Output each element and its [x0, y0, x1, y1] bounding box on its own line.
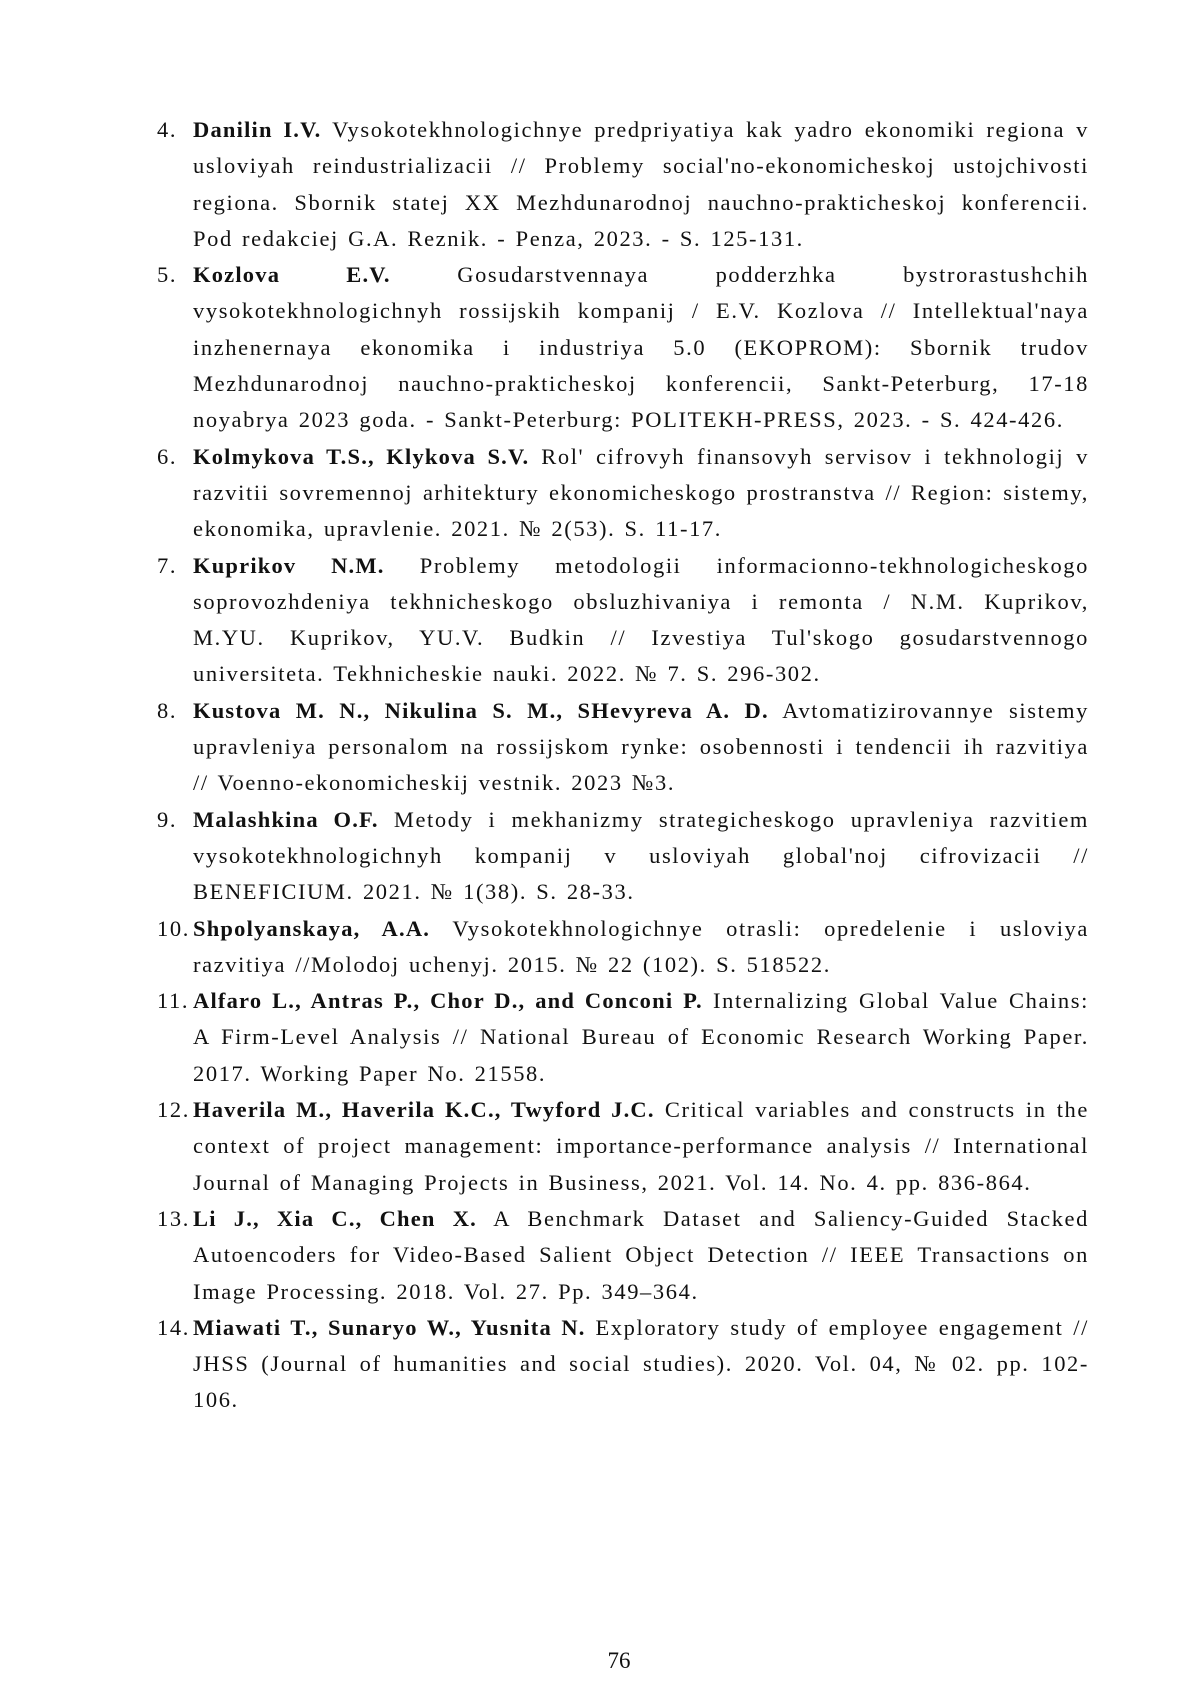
reference-authors: Kustova M. N., Nikulina S. M., SHevyreva A. D.	[193, 697, 769, 723]
reference-authors: Li J., Xia C., Chen X.	[193, 1205, 477, 1231]
reference-number: 10.	[157, 915, 190, 941]
reference-text: Exploratory study of employee engagement // JHSS (Journal of humanities and social studies). 2020. Vol. 04, № 02. pp. 102-106.	[193, 1314, 1089, 1413]
reference-number: 6.	[157, 443, 178, 469]
reference-number: 5.	[157, 262, 178, 288]
reference-authors: Miawati T., Sunaryo W., Yusnita N.	[193, 1314, 586, 1340]
reference-number: 4.	[157, 117, 178, 142]
reference-authors: Alfaro L., Antras P., Chor D., and Conconi P.	[193, 988, 703, 1014]
reference-item	[157, 911, 1089, 984]
reference-text: Vysokotekhnologichnye predpriyatiya kak yadro ekonomiki regiona v usloviyah reindustrializacii // Problemy social'no-ekonomicheskoj ustojchivosti regiona. Sbornik statej XX Mezhdunarodnoj nauchno-prakticheskoj konferencii. Pod redakciej G.A. Reznik. - Penza, 2023. - S. 125-131.	[193, 117, 1089, 251]
reference-number: 11.	[157, 988, 190, 1014]
reference-authors: Kozlova E.V.	[193, 262, 391, 288]
reference-number: 8.	[157, 697, 178, 723]
reference-item	[157, 1092, 1089, 1201]
reference-number: 13.	[157, 1205, 190, 1231]
reference-item	[157, 693, 1089, 802]
reference-authors: Danilin I.V.	[193, 117, 322, 142]
reference-item	[157, 983, 1089, 1092]
reference-text: Metody i mekhanizmy strategicheskogo upravleniya razvitiem vysokotekhnologichnyh kompanij v usloviyah global'noj cifrovizacii // BENEFICIUM. 2021. № 1(38). S. 28-33.	[193, 806, 1090, 905]
reference-authors: Shpolyanskaya, A.A.	[193, 915, 431, 941]
reference-text: Gosudarstvennaya podderzhka bystrorastushchih vysokotekhnologichnyh rossijskih kompanij / E.V. Kozlova // Intellektual'naya inzhenernaya ekonomika i industriya 5.0 (EKOPROM): Sbornik trudov Mezhdunarodnoj nauchno-prakticheskoj konferencii, Sankt-Peterburg, 17-18 noyabrya 2023 goda. - Sankt-Peterburg: POLITEKH-PRESS, 2023. - S. 424-426.	[193, 262, 1089, 433]
reference-text: Vysokotekhnologichnye otrasli: opredelenie i usloviya razvitiya //Molodoj uchenyj. 2015. № 22 (102). S. 518522.	[193, 915, 1089, 977]
reference-item	[157, 257, 1089, 438]
reference-item	[157, 112, 1089, 257]
reference-list	[157, 112, 1089, 1419]
reference-text: Problemy metodologii informacionno-tekhnologicheskogo soprovozhdeniya tekhnicheskogo obsluzhivaniya i remonta / N.M. Kuprikov, M.YU. Kuprikov, YU.V. Budkin // Izvestiya Tul'skogo gosudarstvennogo universiteta. Tekhnicheskie nauki. 2022. № 7. S. 296-302.	[193, 552, 1090, 687]
reference-number: 9.	[157, 806, 178, 832]
reference-number: 12.	[157, 1097, 190, 1123]
reference-number: 7.	[157, 552, 178, 578]
reference-text: Critical variables and constructs in the context of project management: importance-performance analysis // International Journal of Managing Projects in Business, 2021. Vol. 14. No. 4. pp. 836-864.	[193, 1097, 1089, 1195]
reference-item	[157, 1310, 1089, 1419]
reference-text: Avtomatizirovannye sistemy upravleniya personalom na rossijskom rynke: osobennosti i tendencii ih razvitiya // Voenno-ekonomicheskij vestnik. 2023 №3.	[193, 697, 1089, 796]
reference-authors: Malashkina O.F.	[193, 806, 379, 832]
reference-item	[157, 1201, 1089, 1310]
reference-item	[157, 439, 1089, 548]
reference-text: Internalizing Global Value Chains: A Firm-Level Analysis // National Bureau of Economic Research Working Paper. 2017. Working Paper No. 21558.	[193, 988, 1089, 1086]
reference-text: A Benchmark Dataset and Saliency-Guided Stacked Autoencoders for Video-Based Salient Object Detection // IEEE Transactions on Image Processing. 2018. Vol. 27. Pp. 349–364.	[193, 1205, 1089, 1304]
reference-item	[157, 802, 1089, 911]
reference-number: 14.	[157, 1314, 190, 1340]
reference-authors: Kolmykova T.S., Klykova S.V.	[193, 443, 530, 469]
reference-authors: Kuprikov N.M.	[193, 552, 385, 578]
reference-text: Rol' cifrovyh finansovyh servisov i tekhnologij v razvitii sovremennoj arhitektury ekonomicheskogo prostranstva // Region: sistemy, ekonomika, upravlenie. 2021. № 2(53). S. 11-17.	[193, 443, 1089, 542]
page-number: 76	[607, 1648, 631, 1673]
reference-authors: Haverila M., Haverila K.C., Twyford J.C.	[193, 1097, 655, 1123]
reference-item	[157, 548, 1089, 693]
